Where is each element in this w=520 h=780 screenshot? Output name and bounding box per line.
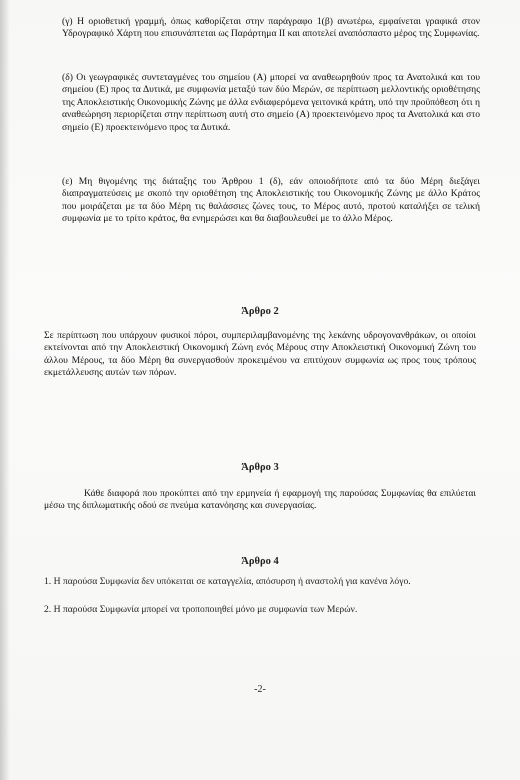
clause-gamma: (γ) Η οριοθετική γραμμή, όπως καθορίζεται στην παράγραφο 1(β) ανωτέρω, εμφαίνεται γραφικά στον Υδρογραφικό Χάρτη που επισυνάπτεται ως Παράρτημα ΙΙ και αποτελεί αναπόσπαστο μέρος της Συμφωνίας. (62, 16, 480, 40)
article-3-text: Κάθε διαφορά που προκύπτει από την ερμηνεία ή εφαρμογή της παρούσας Συμφωνίας θα επιλύεται μέσω της διπλωματικής οδού σε πνεύμα κατανόησης και συνεργασίας. (44, 488, 476, 512)
article-4-heading: Άρθρο 4 (241, 556, 279, 567)
scan-shadow (0, 0, 10, 780)
article-2-heading: Άρθρο 2 (241, 306, 279, 317)
clause-epsilon: (ε) Μη θιγομένης της διάταξης του Άρθρου 1 (δ), εάν οποιοδήποτε από τα δύο Μέρη διεξάγει διαπραγματεύσεις με σκοπό την οριοθέτηση της Αποκλειστικής του Οικονομικής Ζώνης με άλλο Κράτος που μοιράζεται με τα δύο Μέρη τις θαλάσσιες ζώνες τους, το Μέρος αυτό, προτού καταλήξει σε τελική συμφωνία με το τρίτο κράτος, θα ενημερώσει και θα διαβουλευθεί με το άλλο Μέρος. (62, 176, 480, 225)
article-2-text: Σε περίπτωση που υπάρχουν φυσικοί πόροι, συμπεριλαμβανομένης της λεκάνης υδρογονανθράκων, οι οποίοι εκτείνονται από την Αποκλειστική Οικονομική Ζώνη ενός Μέρους στην Αποκλειστική Οικονομική Ζώνη του άλλου Μέρους, τα δύο Μέρη θα συνεργασθούν προκειμένου να επιτύχουν συμφωνία ως προς τους τρόπους εκμετάλλευσης αυτών των πόρων. (44, 330, 476, 379)
page-number: -2- (254, 684, 266, 695)
clause-delta: (δ) Οι γεωγραφικές συντεταγμένες του σημείου (Α) μπορεί να αναθεωρηθούν προς τα Ανατολικά και του σημείου (Ε) προς τα Δυτικά, με συμφωνία μεταξύ των δύο Μερών, σε περίπτωση μελλοντικής οριοθέτησης της Αποκλειστικής Οικονομικής Ζώνης με άλλα ενδιαφερόμενα γειτονικά κράτη, υπό την προϋπόθεση ότι η αναθεώρηση περιορίζεται στην περίπτωση αυτή στο σημείο (Α) προεκτεινόμενο προς τα Ανατολικά και στο σημείο (Ε) προεκτεινόμενο προς τα Δυτικά. (62, 72, 480, 133)
article-4-item-1: 1. Η παρούσα Συμφωνία δεν υπόκειται σε καταγγελία, απόσυρση ή αναστολή για κανένα λόγο. (44, 576, 411, 587)
article-4-item-2: 2. Η παρούσα Συμφωνία μπορεί να τροποποιηθεί μόνο με συμφωνία των Μερών. (44, 604, 358, 615)
article-3-heading: Άρθρο 3 (241, 462, 279, 473)
